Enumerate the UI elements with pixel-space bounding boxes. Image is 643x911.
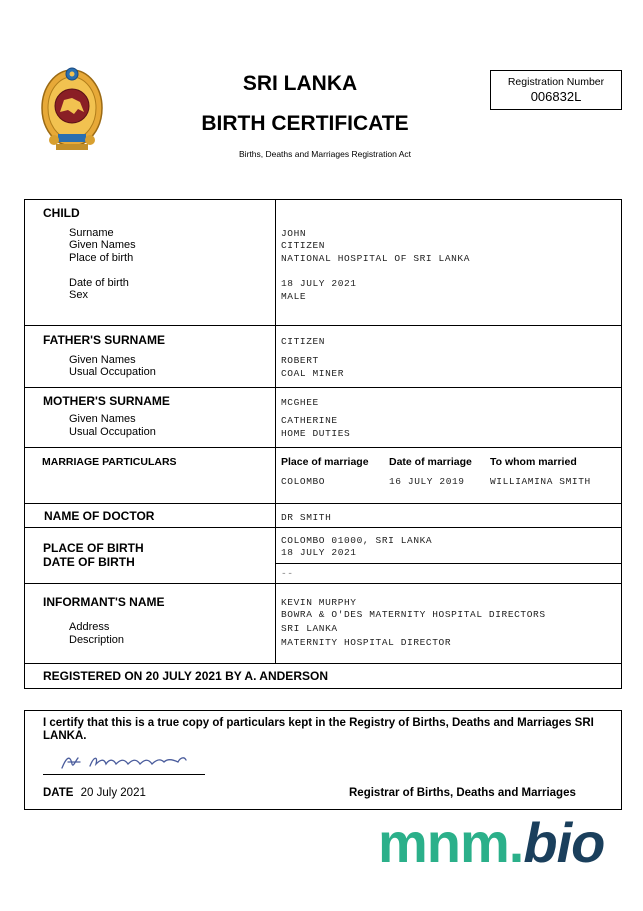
signature — [60, 750, 190, 774]
marriage-place-value: COLOMBO — [281, 476, 326, 487]
child-given-names-label: Given Names — [69, 239, 136, 251]
registration-number: 006832L — [530, 89, 582, 104]
informant-heading: INFORMANT'S NAME — [43, 595, 165, 609]
birth-extra-value: -- — [281, 568, 294, 579]
signature-line — [43, 774, 205, 775]
certify-date-value: 20 July 2021 — [80, 787, 146, 799]
child-surname-label: Surname — [69, 227, 114, 239]
child-date-of-birth-value: 18 JULY 2021 — [281, 278, 357, 289]
registrar-title: Registrar of Births, Deaths and Marriages — [349, 787, 576, 799]
table-column-divider — [275, 199, 276, 664]
date-of-birth-heading: DATE OF BIRTH — [43, 555, 135, 569]
registered-line: REGISTERED ON 20 JULY 2021 BY A. ANDERSON — [43, 669, 328, 683]
watermark-main: mnm. — [378, 811, 524, 874]
marriage-date-value: 16 JULY 2019 — [389, 476, 465, 487]
father-occupation-label: Usual Occupation — [69, 366, 156, 378]
informant-address-value: SRI LANKA — [281, 623, 338, 634]
act-subtitle: Births, Deaths and Marriages Registration Act — [239, 149, 411, 159]
child-date-of-birth-label: Date of birth — [69, 277, 129, 289]
place-of-birth-heading: PLACE OF BIRTH — [43, 541, 144, 555]
mother-surname-heading: MOTHER'S SURNAME — [43, 394, 170, 408]
child-sex-label: Sex — [69, 289, 88, 301]
father-given-names-value: ROBERT — [281, 355, 319, 366]
father-surname-heading: FATHER'S SURNAME — [43, 333, 165, 347]
doctor-value: DR SMITH — [281, 512, 332, 523]
certify-date — [43, 787, 146, 799]
mother-occupation-label: Usual Occupation — [69, 426, 156, 438]
mother-occupation-value: HOME DUTIES — [281, 428, 351, 439]
child-place-of-birth-label: Place of birth — [69, 252, 134, 264]
informant-description-label: Description — [69, 634, 125, 646]
child-sex-value: MALE — [281, 291, 307, 302]
father-occupation-value: COAL MINER — [281, 368, 345, 379]
informant-org-value: BOWRA & O'DES MATERNITY HOSPITAL DIRECTORS — [281, 609, 546, 620]
child-place-of-birth-value: NATIONAL HOSPITAL OF SRI LANKA — [281, 253, 471, 264]
father-given-names-label: Given Names — [69, 354, 136, 366]
sri-lanka-emblem-icon — [38, 62, 106, 154]
certify-text: I certify that this is a true copy of particulars kept in the Registry of Births, Deaths and Marriages SRI LANKA. — [43, 717, 594, 742]
watermark — [378, 812, 604, 874]
country-title: SRI LANKA — [242, 72, 358, 95]
informant-description-value: MATERNITY HOSPITAL DIRECTOR — [281, 637, 452, 648]
informant-address-label: Address — [69, 621, 110, 633]
mother-given-names-value: CATHERINE — [281, 415, 338, 426]
registration-number-box — [490, 70, 622, 110]
marriage-whom-column: To whom married — [490, 456, 577, 468]
registration-number-label: Registration Number — [507, 76, 605, 88]
marriage-date-column: Date of marriage — [389, 456, 472, 468]
informant-name-value: KEVIN MURPHY — [281, 597, 357, 608]
place-of-birth-value: COLOMBO 01000, SRI LANKA — [281, 535, 433, 546]
mother-surname-value: MCGHEE — [281, 397, 319, 408]
mother-given-names-label: Given Names — [69, 413, 136, 425]
doctor-heading: NAME OF DOCTOR — [44, 509, 155, 523]
certify-date-label: DATE — [43, 787, 74, 799]
marriage-particulars-heading: MARRIAGE PARTICULARS — [42, 456, 177, 468]
father-surname-value: CITIZEN — [281, 336, 326, 347]
child-heading: CHILD — [43, 206, 80, 220]
document-title: BIRTH CERTIFICATE — [201, 112, 409, 135]
child-surname-value: JOHN — [281, 228, 307, 239]
marriage-place-column: Place of marriage — [281, 456, 369, 468]
date-of-birth-value: 18 JULY 2021 — [281, 547, 357, 558]
watermark-tld: bio — [523, 811, 605, 874]
child-given-names-value: CITIZEN — [281, 240, 326, 251]
marriage-whom-value: WILLIAMINA SMITH — [490, 476, 591, 487]
